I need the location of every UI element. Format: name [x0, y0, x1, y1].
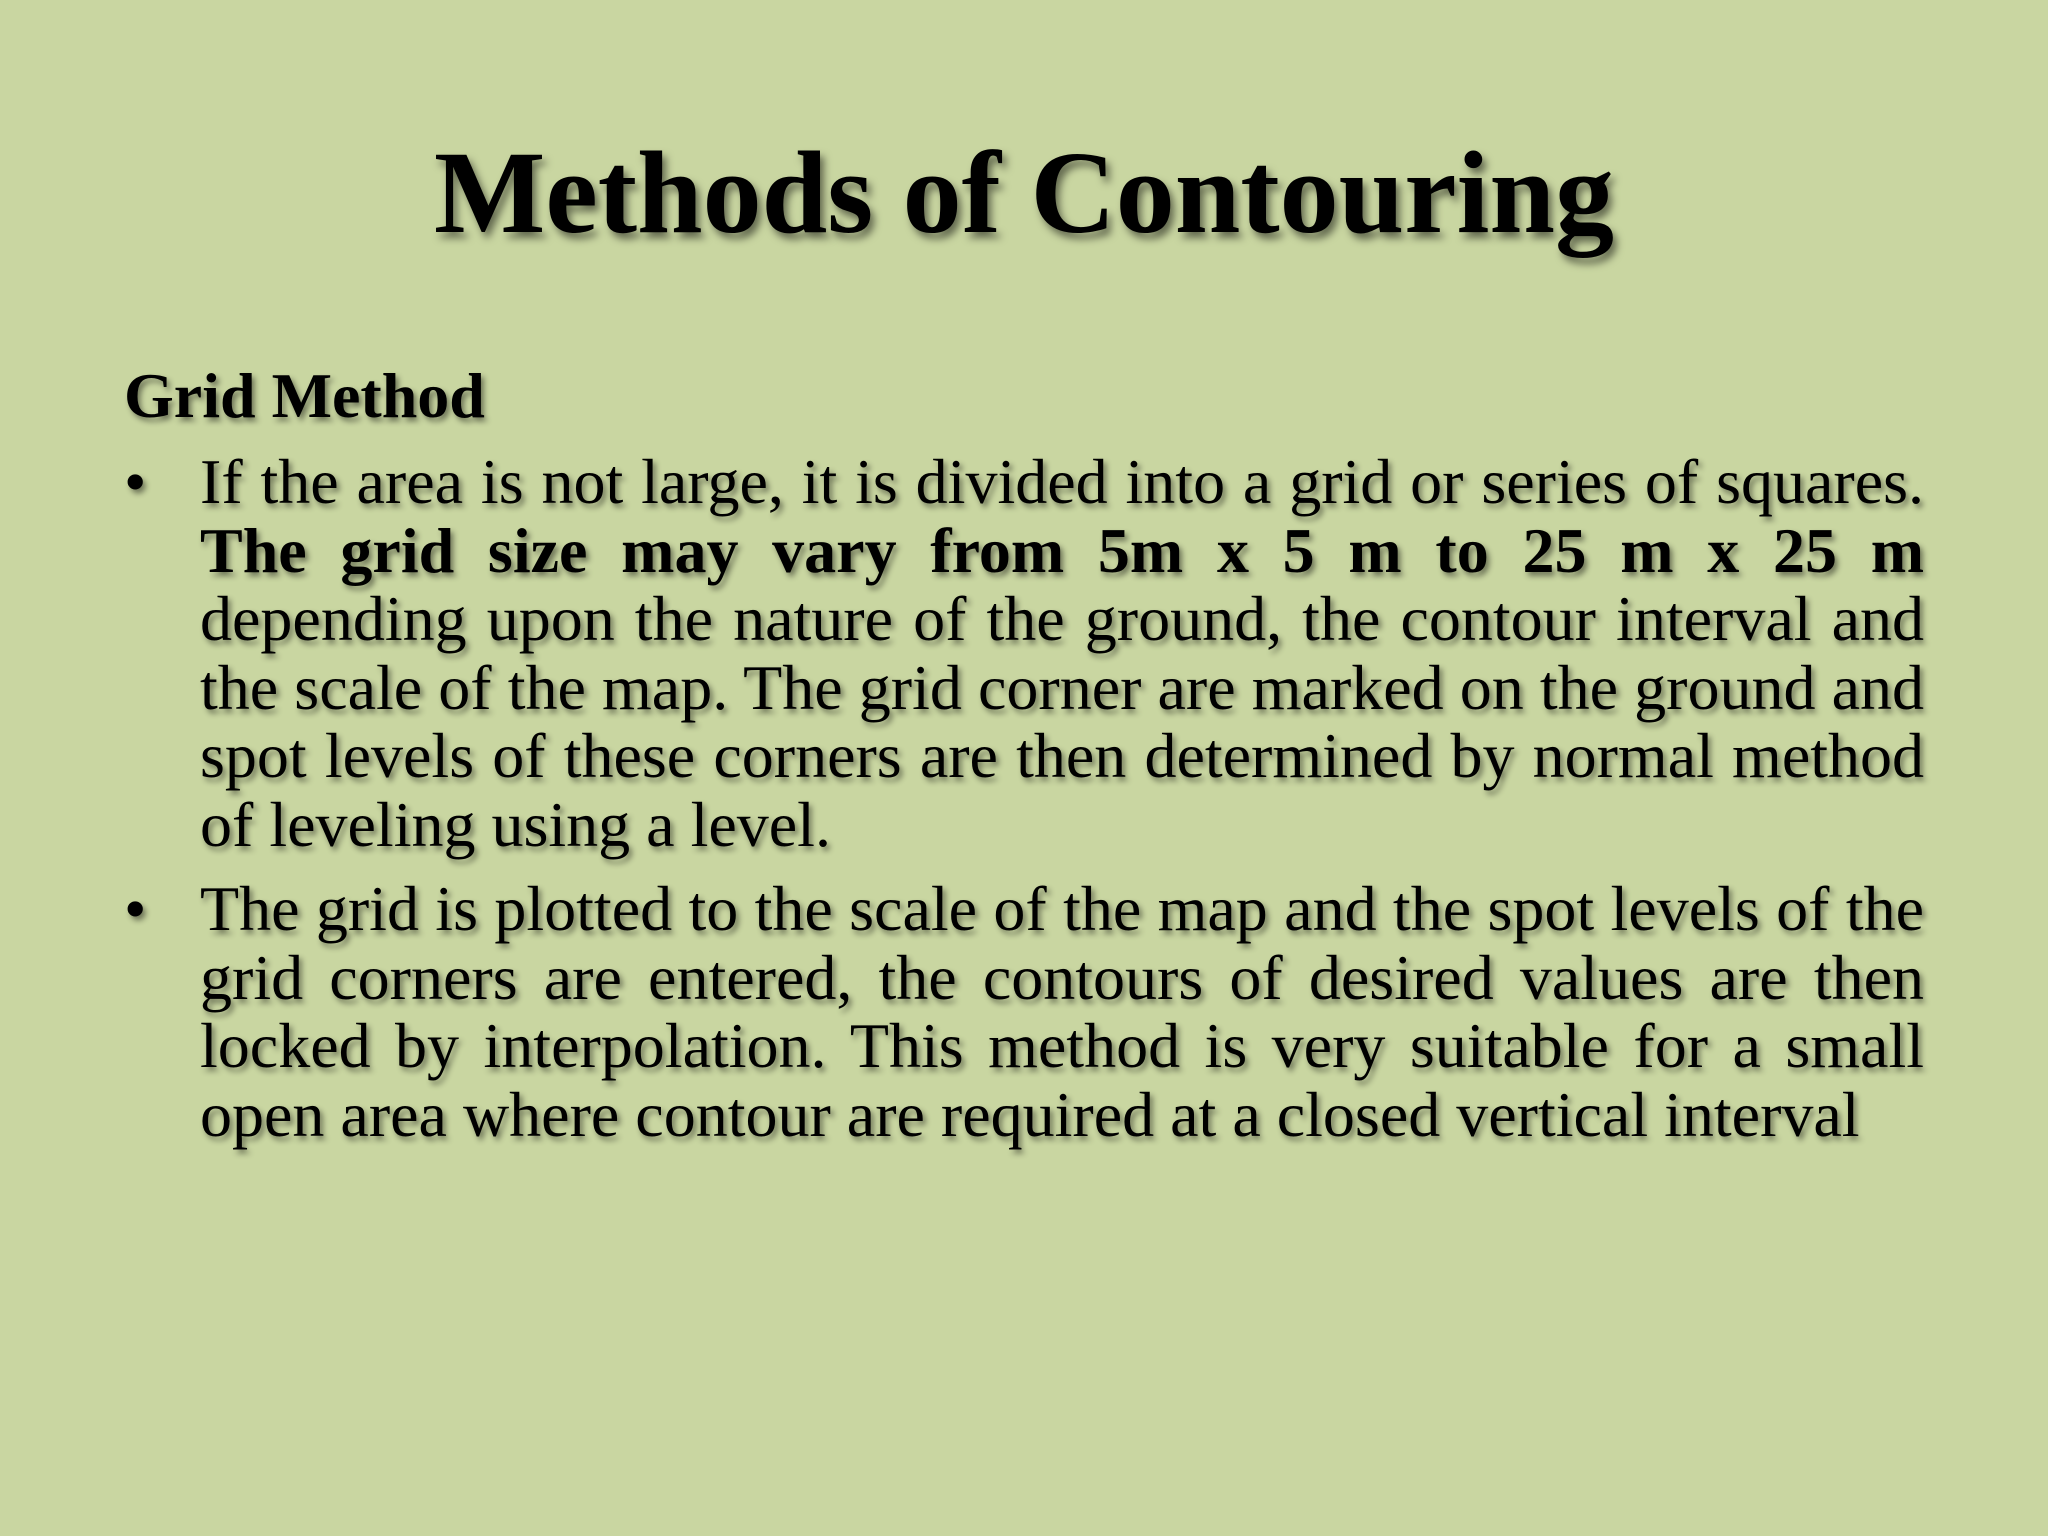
- bullet-text-plain: If the area is not large, it is divided into a grid or series of squares.: [200, 446, 1924, 517]
- bullet-marker-icon: •: [124, 446, 147, 517]
- bullet-text-plain: depending upon the nature of the ground, the contour interval and the scale of the map. The grid corner are marked on the ground and spot levels of these corners are then determined by normal method of leveling using a level.: [200, 583, 1924, 860]
- bullet-text: [200, 446, 1924, 860]
- slide-title: Methods of Contouring: [433, 127, 1615, 258]
- bullet-text: The grid is plotted to the scale of the map and the spot levels of the grid corners are entered, the contours of desired values are then locked by interpolation. This method is very suitable for a small open area where contour are required at a closed vertical interval: [200, 873, 1924, 1150]
- bullet-item: [124, 875, 1924, 1149]
- bullet-item: [124, 448, 1924, 859]
- section-heading: Grid Method: [124, 360, 485, 431]
- bullet-marker-icon: •: [124, 873, 147, 944]
- bullet-list: [124, 448, 1924, 1165]
- bullet-text-bold: The grid size may vary from 5m x 5 m to 25 m x 25 m: [200, 514, 1924, 586]
